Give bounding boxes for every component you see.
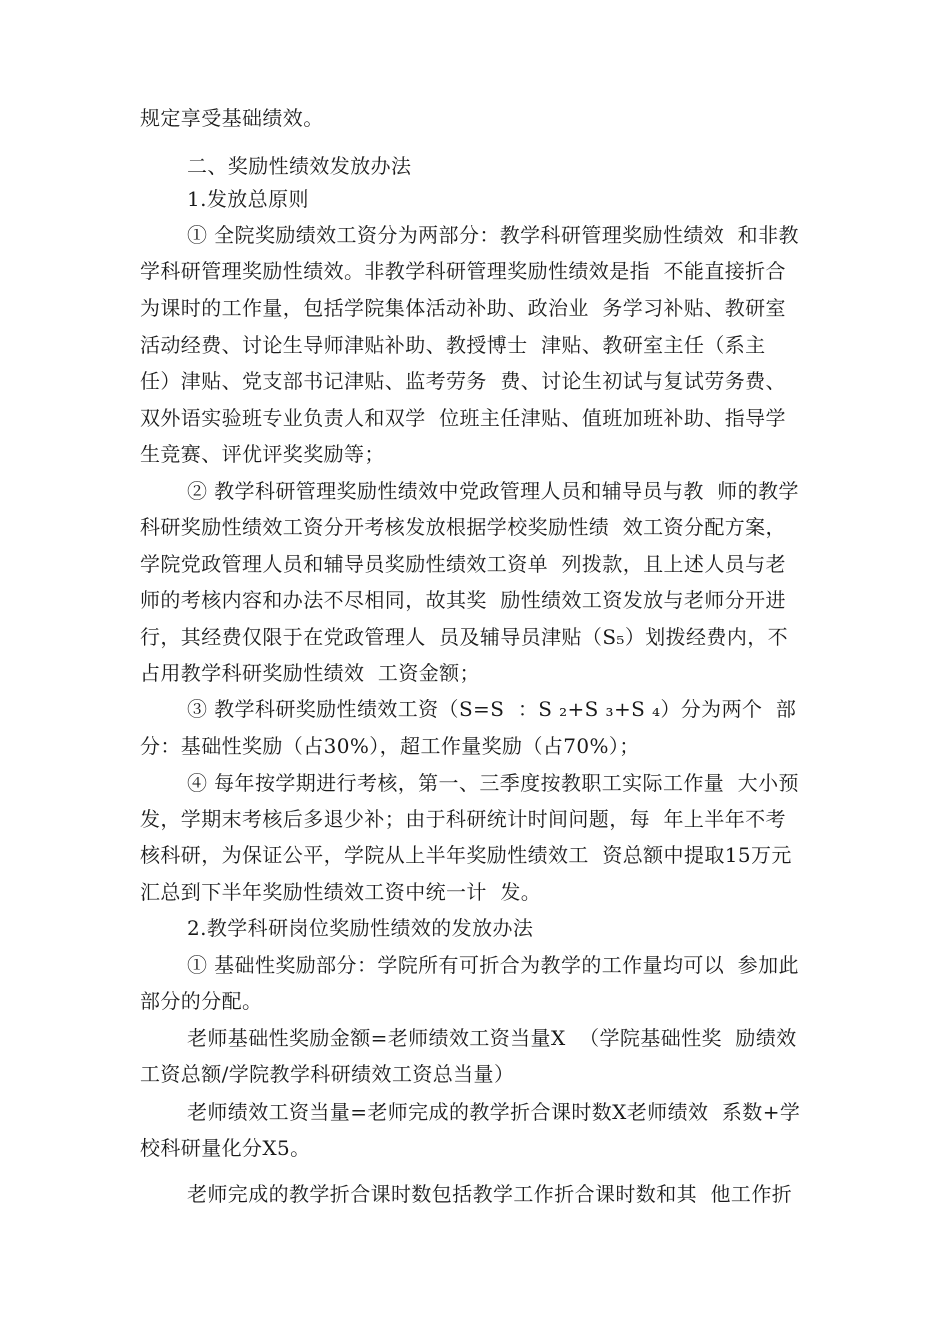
text-line: 占用教学科研奖励性绩效 工资金额； [140,661,480,685]
text-line: 发，学期末考核后多退少补；由于科研统计时间问题，每 年上半年不考 [140,807,786,831]
text-line: 师的考核内容和办法不尽相同，故其奖 励性绩效工资发放与老师分开进 [140,588,786,612]
text-line: 规定享受基础绩效。 [140,106,324,130]
text-line: ④ 每年按学期进行考核，第一、三季度按教职工实际工作量 大小预 [187,771,799,795]
formula-line: 校科研量化分X5。 [140,1136,311,1160]
text-line: 学院党政管理人员和辅导员奖励性绩效工资单 列拨款，且上述人员与老 [140,552,786,576]
subsection-heading: 2.教学科研岗位奖励性绩效的发放办法 [187,916,534,940]
text-line: 双外语实验班专业负责人和双学 位班主任津贴、值班加班补助、指导学 [140,406,786,430]
text-line: 科研奖励性绩效工资分开考核发放根据学校奖励性绩 效工资分配方案， [140,515,786,539]
formula-line: 老师基础性奖励金额=老师绩效工资当量X （学院基础性奖 励绩效 [187,1026,797,1050]
text-line: ① 全院奖励绩效工资分为两部分：教学科研管理奖励性绩效 和非教 [187,223,799,247]
formula-line: 老师绩效工资当量=老师完成的教学折合课时数X老师绩效 系数+学 [187,1100,801,1124]
subsection-heading: 1.发放总原则 [187,187,309,211]
section-heading: 二、奖励性绩效发放办法 [187,154,412,178]
text-line: ③ 教学科研奖励性绩效工资（S=S ：S ₂+S ₃+S ₄）分为两个 部 [187,697,797,721]
text-line: 部分的分配。 [140,989,263,1013]
formula-line: 工资总额/学院教学科研绩效工资总当量） [140,1062,515,1086]
text-line: 老师完成的教学折合课时数包括教学工作折合课时数和其 他工作折 [187,1182,793,1206]
text-line: 分：基础性奖励（占30%），超工作量奖励（占70%）； [140,734,640,758]
text-line: 为课时的工作量，包括学院集体活动补助、政治业 务学习补贴、教研室 [140,296,786,320]
text-line: ① 基础性奖励部分：学院所有可折合为教学的工作量均可以 参加此 [187,953,799,977]
text-line: 行，其经费仅限于在党政管理人 员及辅导员津贴（S₅）划拨经费内，不 [140,625,789,649]
text-line: ② 教学科研管理奖励性绩效中党政管理人员和辅导员与教 师的教学 [187,479,799,503]
text-line: 活动经费、讨论生导师津贴补助、教授博士 津贴、教研室主任（系主 [140,333,766,357]
text-line: 任）津贴、党支部书记津贴、监考劳务 费、讨论生初试与复试劳务费、 [140,369,786,393]
text-line: 汇总到下半年奖励性绩效工资中统一计 发。 [140,880,542,904]
text-line: 核科研，为保证公平，学院从上半年奖励性绩效工 资总额中提取15万元 [140,843,792,867]
text-line: 生竞赛、评优评奖奖励等； [140,442,385,466]
text-line: 学科研管理奖励性绩效。非教学科研管理奖励性绩效是指 不能直接折合 [140,259,786,283]
